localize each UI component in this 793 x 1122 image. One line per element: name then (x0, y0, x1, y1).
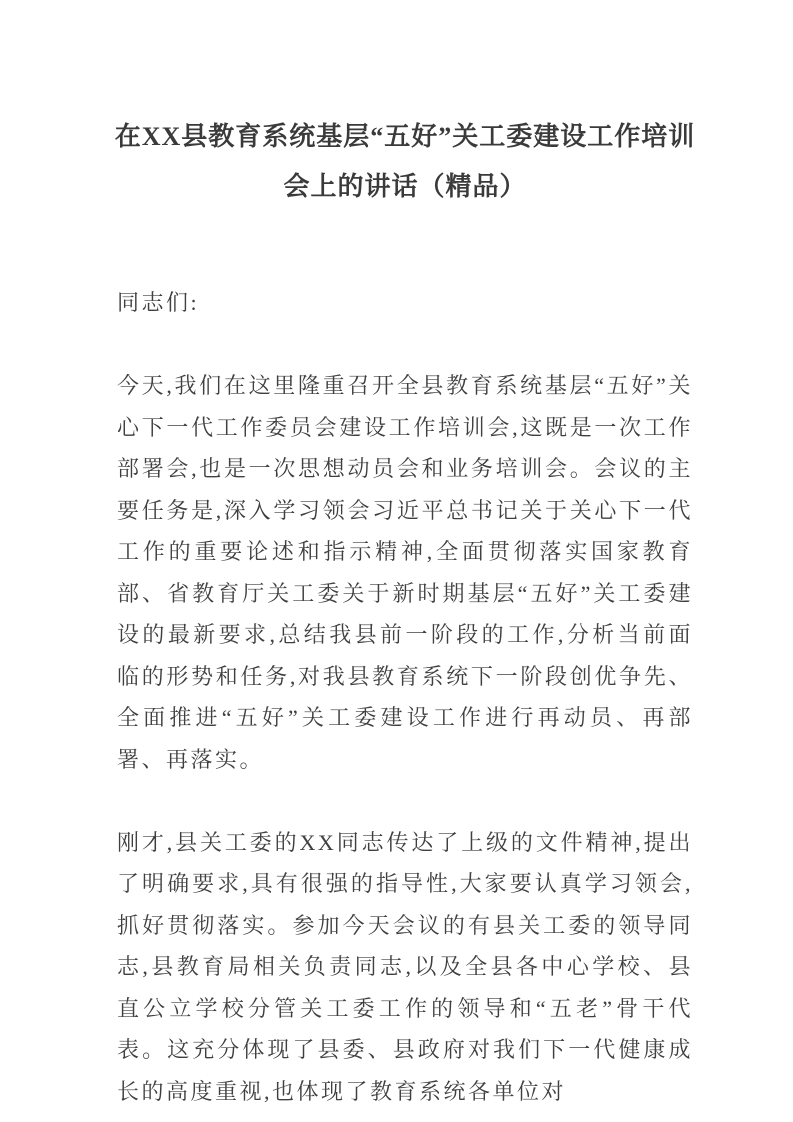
paragraph-acknowledgement: 刚才,县关工委的XX同志传达了上级的文件精神,提出了明确要求,具有很强的指导性,大家要认真学习领会,抓好贯彻落实。参加今天会议的有县关工委的领导同志,县教育局相关负责同志,以及全县各中心学校、县直公立学校分管关工委工作的领导和“五老”骨干代表。这充分体现了县委、县政府对我们下一代健康成长的高度重视,也体现了教育系统各单位对 (117, 829, 693, 1104)
document-title-line-1: 在XX县教育系统基层“五好”关工委建设工作培训 (114, 122, 696, 151)
paragraph-salutation: 同志们: (117, 290, 200, 315)
document-title-line-2: 会上的讲话（精品） (283, 172, 527, 201)
document-title (101, 112, 709, 212)
paragraph-opening: 今天,我们在这里隆重召开全县教育系统基层“五好”关心下一代工作委员会建设工作培训会,这既是一次工作部署会,也是一次思想动员会和业务培训会。会议的主要任务是,深入学习领会习近平总书记关于关心下一代工作的重要论述和指示精神,全面贯彻落实国家教育部、省教育厅关工委关于新时期基层“五好”关工委建设的最新要求,总结我县前一阶段的工作,分析当前面临的形势和任务,对我县教育系统下一阶段创优争先、全面推进“五好”关工委建设工作进行再动员、再部署、再落实。 (117, 373, 693, 772)
